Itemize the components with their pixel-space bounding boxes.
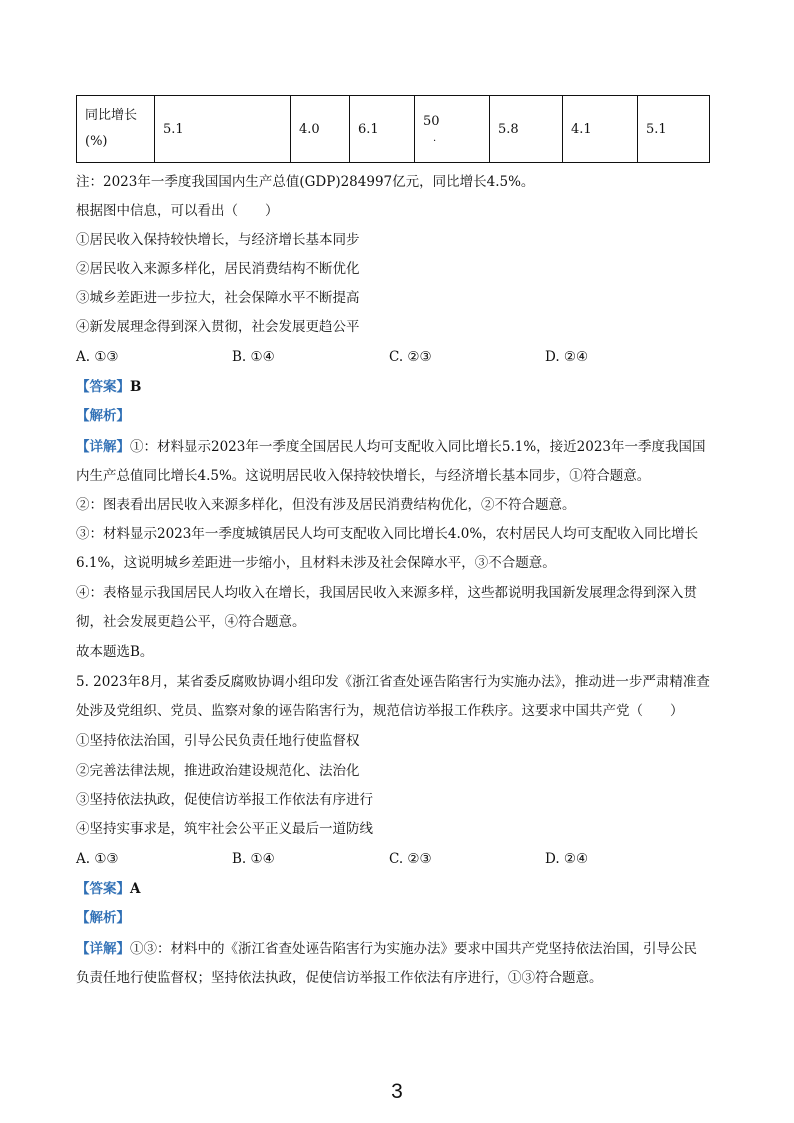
q5-stem-line: 5. 2023年8月，某省委反腐败协调小组印发《浙江省查处诬告陷害行为实施办法》，推动进一步严肃精准查 [76,674,710,690]
q4-detail-line: 6.1%，这说明城乡差距进一步缩小，且材料未涉及社会保障水平，③不合题意。 [76,555,556,571]
q4-answer [76,377,141,397]
q4-detail-line: ③：材料显示2023年一季度城镇居民人均可支配收入同比增长4.0%，农村居民人均可支配收入同比增长 [76,526,699,542]
table-note: 注：2023年一季度我国国内生产总值(GDP)284997亿元，同比增长4.5%。 [76,174,535,190]
q4-stem: 根据图中信息，可以看出（ ） [76,203,279,219]
q4-detail-line: ④：表格显示我国居民人均收入在增长，我国居民收入来源多样，这些都说明我国新发展理念得到深入贯 [76,585,697,601]
table-cell: 5.1 [155,96,291,163]
q5-option-d: D. ②④ [545,851,589,867]
q5-answer [76,879,140,899]
q4-option-c: C. ②③ [389,349,432,365]
answer-tag: 【答案】 [76,881,130,897]
q5-option-b: B. ①④ [232,851,275,867]
table-cell: 6.1 [350,96,415,163]
table-cell: 5.8 [490,96,563,163]
q4-conclusion: 故本题选B。 [76,644,154,660]
q4-detail-line: 彻，社会发展更趋公平，④符合题意。 [76,614,306,630]
q5-stem-line: 处涉及党组织、党员、监察对象的诬告陷害行为，规范信访举报工作秩序。这要求中国共产党（ ） [76,703,684,719]
q4-option-b: B. ①④ [232,349,275,365]
q4-detail-line [76,437,706,457]
growth-table [76,95,710,163]
detail-tag: 【详解】 [76,439,130,455]
q5-option-a: A. ①③ [76,851,119,867]
q5-item: ①坚持依法治国，引导公民负责任地行使监督权 [76,733,360,749]
answer-value: B [130,379,142,395]
answer-value: A [130,881,141,897]
q5-item: ④坚持实事求是，筑牢社会公平正义最后一道防线 [76,821,373,837]
q4-item: ③城乡差距进一步拉大，社会保障水平不断提高 [76,290,360,306]
q5-analysis [76,908,130,928]
q4-detail-line: 内生产总值同比增长4.5%。这说明居民收入保持较快增长，与经济增长基本同步，①符合题意。 [76,468,651,484]
page-number: 3 [391,1080,403,1103]
q5-detail-line [76,939,697,959]
q4-item: ④新发展理念得到深入贯彻，社会发展更趋公平 [76,319,360,335]
q5-option-c: C. ②③ [389,851,432,867]
analysis-tag: 【解析】 [76,408,130,424]
q4-detail-line: ②：图表看出居民收入来源多样化，但没有涉及居民消费结构优化，②不符合题意。 [76,497,576,513]
q4-analysis [76,406,130,426]
table-cell-value: 50 [423,113,440,129]
table-header-cell [77,96,155,163]
q5-item: ②完善法律法规，推进政治建设规范化、法治化 [76,763,360,779]
answer-tag: 【答案】 [76,379,130,395]
q4-item: ②居民收入来源多样化，居民消费结构不断优化 [76,261,360,277]
detail-text: ①：材料显示2023年一季度全国居民人均可支配收入同比增长5.1%，接近2023年一季度我国国 [130,439,706,455]
table-cell: 4.0 [291,96,350,163]
table-cell: 4.1 [563,96,638,163]
q4-option-d: D. ②④ [545,349,589,365]
table-row [77,96,710,163]
table-header-unit: (%) [85,134,108,149]
table-cell: 5.1 [638,96,710,163]
q5-item: ③坚持依法执政，促使信访举报工作依法有序进行 [76,792,373,808]
detail-text: ①③：材料中的《浙江省查处诬告陷害行为实施办法》要求中国共产党坚持依法治国，引导公民 [130,941,697,957]
table-cell: 50 · [415,96,490,163]
q4-option-a: A. ①③ [76,349,119,365]
detail-tag: 【详解】 [76,941,130,957]
q4-item: ①居民收入保持较快增长，与经济增长基本同步 [76,232,360,248]
analysis-tag: 【解析】 [76,910,130,926]
q5-detail-line: 负责任地行使监督权；坚持依法执政，促使信访举报工作依法有序进行，①③符合题意。 [76,970,603,986]
table-header-label: 同比增长 [85,108,138,123]
